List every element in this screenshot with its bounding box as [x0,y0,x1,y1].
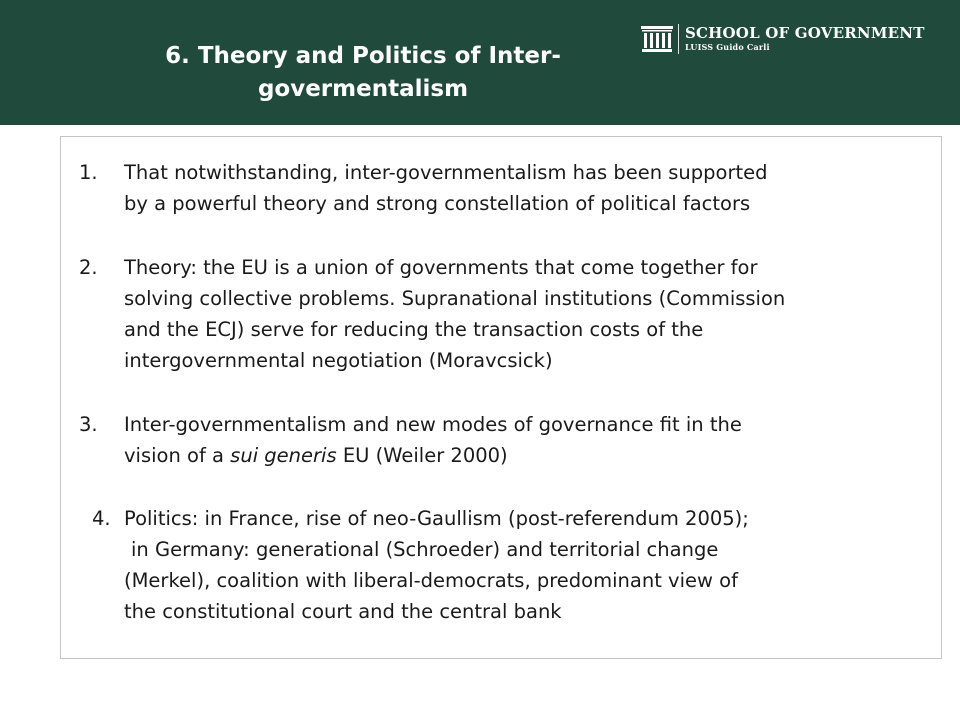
text-line: Inter-governmentalism and new modes of governance fit in the [124,413,742,436]
slide-title-line-1: 6. Theory and Politics of Inter- [165,43,561,69]
text-fragment: vision of a [124,444,231,467]
text-line: intergovernmental negotiation (Moravcsick) [124,349,553,372]
list-item-text [124,252,919,376]
text-fragment: EU (Weiler 2000) [336,444,508,467]
italic-term: sui generis [230,444,337,467]
list-item-number: 3. [79,413,98,436]
list-item-number: 2. [79,256,98,279]
text-line: in Germany: generational (Schroeder) and territorial change [131,538,719,561]
text-line: solving collective problems. Supranational institutions (Commission [124,287,786,310]
text-line: Politics: in France, rise of neo-Gaullism (post-referendum 2005); [124,507,749,530]
school-logo [640,22,925,56]
logo-text [685,25,925,53]
text-line: That notwithstanding, inter-governmentalism has been supported [124,161,768,184]
columns-icon [640,25,674,53]
text-line: Theory: the EU is a union of governments that come together for [124,256,758,279]
list-item-text [124,157,919,219]
list-item-number: 4. [92,507,111,530]
list-item-text [124,409,919,471]
text-line: and the ECJ) serve for reducing the transaction costs of the [124,318,704,341]
text-line: the constitutional court and the central bank [124,600,562,623]
content-box [60,136,942,659]
text-line [124,440,919,471]
slide-title-line-2: govermentalism [257,76,469,102]
logo-divider [678,24,679,54]
logo-subtitle: LUISS Guido Carli [685,42,770,52]
header-bar [0,0,960,125]
list-item-text [124,503,919,627]
slide-title [118,40,608,106]
list-item-number: 1. [79,161,98,184]
text-line: by a powerful theory and strong constellation of political factors [124,192,751,215]
logo-name: SCHOOL OF GOVERNMENT [685,24,925,42]
text-line: (Merkel), coalition with liberal-democrats, predominant view of [124,569,738,592]
